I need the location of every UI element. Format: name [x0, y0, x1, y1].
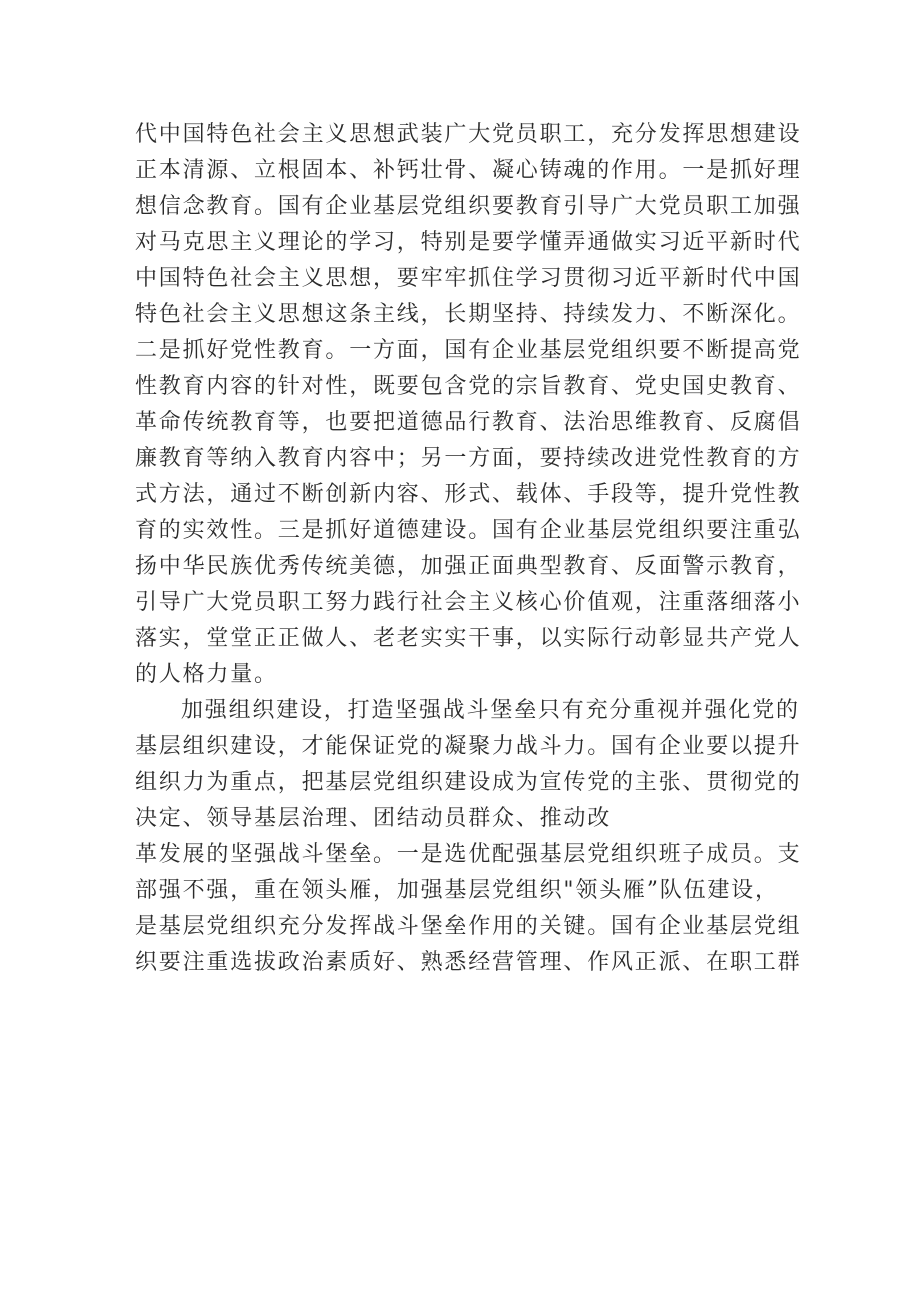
- body-text: [135, 117, 802, 981]
- text-line: 是基层党组织充分发挥战斗堡垒作用的关键。国有企业基层党组: [135, 914, 802, 939]
- text-line: 育的实效性。三是抓好道德建设。国有企业基层党组织要注重弘: [135, 518, 802, 543]
- paragraph-start-line: 加强组织建设，打造坚强战斗堡垒只有充分重视并强化党的: [181, 698, 800, 723]
- text-line: 二是抓好党性教育。一方面，国有企业基层党组织要不断提高党: [135, 338, 802, 363]
- text-line: 引导广大党员职工努力践行社会主义核心价值观，注重落细落小: [135, 590, 802, 615]
- text-line: 廉教育等纳入教育内容中；另一方面，要持续改进党性教育的方: [135, 446, 802, 471]
- text-line: 决定、领导基层治理、团结动员群众、推动改: [135, 806, 612, 831]
- text-line: 代中国特色社会主义思想武装广大党员职工，充分发挥思想建设: [135, 122, 802, 147]
- text-line: 中国特色社会主义思想，要牢牢抓住学习贯彻习近平新时代中国: [135, 266, 802, 291]
- text-line: 落实，堂堂正正做人、老老实实干事，以实际行动彰显共产党人: [135, 626, 802, 651]
- text-line: 特色社会主义思想这条主线，长期坚持、持续发力、不断深化。: [135, 302, 802, 327]
- text-line: 正本清源、立根固本、补钙壮骨、凝心铸魂的作用。一是抓好理: [135, 158, 802, 183]
- text-line: 式方法，通过不断创新内容、形式、载体、手段等，提升党性教: [135, 482, 802, 507]
- text-line: 基层组织建设，才能保证党的凝聚力战斗力。国有企业要以提升: [135, 734, 802, 759]
- text-line: 织要注重选拔政治素质好、熟悉经营管理、作风正派、在职工群: [135, 950, 802, 975]
- text-line: 想信念教育。国有企业基层党组织要教育引导广大党员职工加强: [135, 194, 802, 219]
- text-line: 部强不强，重在领头雁，加强基层党组织"领头雁”队伍建设，: [135, 878, 779, 903]
- text-line: 组织力为重点，把基层党组织建设成为宣传党的主张、贯彻党的: [135, 770, 802, 795]
- text-line: 扬中华民族优秀传统美德，加强正面典型教育、反面警示教育，: [135, 554, 802, 579]
- text-line: 革发展的坚强战斗堡垒。一是选优配强基层党组织班子成员。支: [135, 842, 802, 867]
- text-line: 革命传统教育等，也要把道德品行教育、法治思维教育、反腐倡: [135, 410, 802, 435]
- text-line: 对马克思主义理论的学习，特别是要学懂弄通做实习近平新时代: [135, 230, 802, 255]
- text-line: 性教育内容的针对性，既要包含党的宗旨教育、党史国史教育、: [135, 374, 802, 399]
- text-line: 的人格力量。: [135, 662, 278, 687]
